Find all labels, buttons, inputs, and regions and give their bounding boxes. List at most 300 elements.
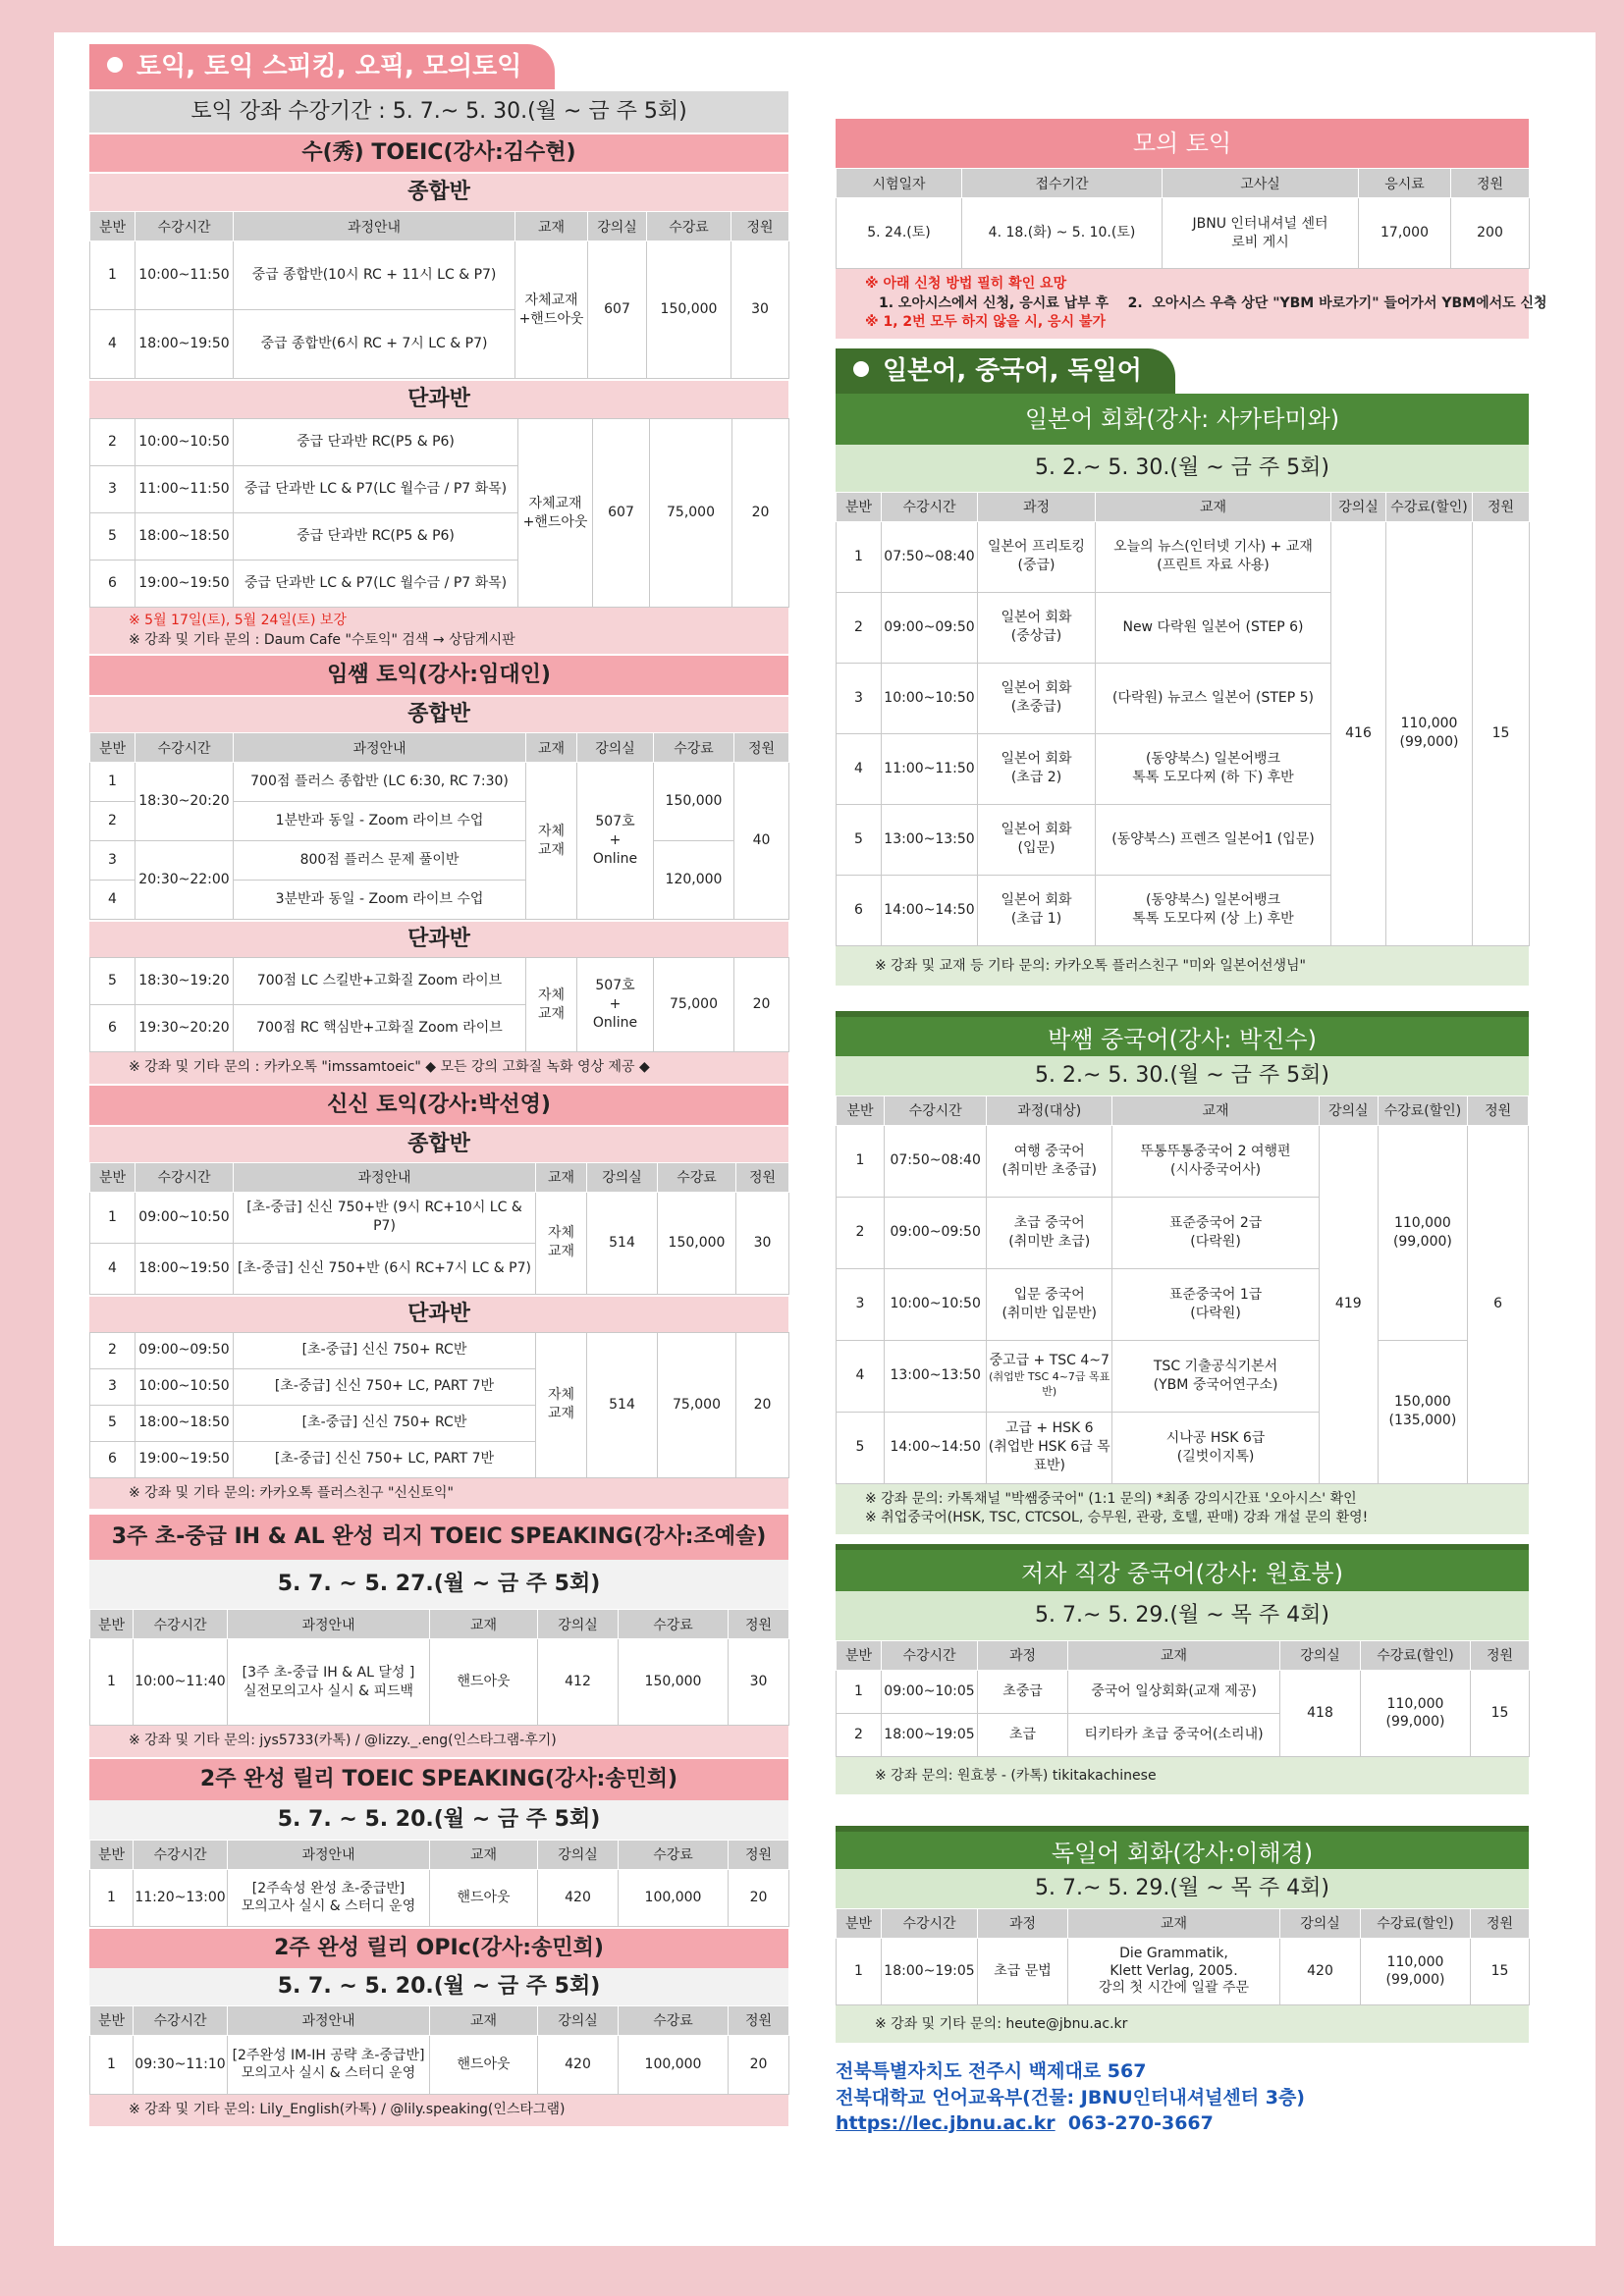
cell-room: 420 <box>1280 1938 1361 2004</box>
cell-time: 10:00~10:50 <box>882 663 978 733</box>
cell-time: 19:00~19:50 <box>135 1441 234 1477</box>
cell-fee: 17,000 <box>1359 198 1451 269</box>
cell-no: 4 <box>90 881 135 920</box>
col-header: 과정 <box>978 1640 1068 1670</box>
table-row <box>90 419 789 466</box>
cell-cap: 20 <box>732 419 789 608</box>
cell-no: 3 <box>90 466 135 513</box>
section-header-toeic <box>89 44 555 89</box>
cn2-title: 저자 직강 중국어(강사: 원효붕) <box>836 1544 1529 1591</box>
table-row <box>837 1670 1530 1713</box>
ss-comp-table <box>89 1162 789 1295</box>
cell-cap: 20 <box>729 2035 789 2094</box>
cell-book: (동양북스) 프렌즈 일본어1 (입문) <box>1096 804 1331 875</box>
cell-no: 3 <box>90 1368 135 1405</box>
cell-book: 시나공 HSK 6급 (길벗이지톡) <box>1112 1412 1320 1483</box>
cell-fee: 110,000 (99,000) <box>1386 521 1473 945</box>
cell-no: 3 <box>90 841 135 881</box>
cell-time: 09:00~09:50 <box>884 1197 986 1268</box>
cell-no: 1 <box>837 1125 885 1197</box>
col-header: 분반 <box>837 1095 885 1125</box>
cell-no: 2 <box>90 1332 135 1368</box>
col-header: 수강시간 <box>884 1095 986 1125</box>
cell-course: 일본어 회화 (중상급) <box>978 592 1096 663</box>
cell-book: 오늘의 뉴스(인터넷 기사) + 교재 (프린트 자료 사용) <box>1096 521 1331 592</box>
cell-course: 고급 + HSK 6 (취업반 HSK 6급 목표반) <box>987 1412 1112 1483</box>
cell-room: 607 <box>593 419 650 608</box>
cell-room: 416 <box>1331 521 1386 945</box>
cell-course: 초중급 <box>978 1670 1068 1713</box>
col-header: 교재 <box>430 2005 538 2035</box>
op-title: 2주 완성 릴리 OPIc(강사:송민희) <box>89 1929 788 1968</box>
cell-book: 자체 교재 <box>526 958 577 1052</box>
cell-time: 10:00~11:50 <box>135 241 234 310</box>
col-header: 강의실 <box>588 212 647 241</box>
su-comp-table <box>89 211 789 379</box>
cell-no: 1 <box>837 1670 882 1713</box>
col-header: 응시료 <box>1359 169 1451 198</box>
su-note <box>89 608 788 654</box>
jp-title: 일본어 회화(강사: 사카타미와) <box>836 394 1529 445</box>
su-toeic-title: 수(秀) TOEIC(강사:김수현) <box>89 134 788 172</box>
col-header: 수강시간 <box>135 212 234 241</box>
cell-no: 2 <box>837 1197 885 1268</box>
im-comp-title: 종합반 <box>89 697 788 732</box>
de-note: ※ 강좌 및 기타 문의: heute@jbnu.ac.kr <box>836 2005 1529 2043</box>
cn-title: 박쌤 중국어(강사: 박진수) <box>836 1011 1529 1056</box>
table-row <box>837 198 1530 269</box>
table-row <box>90 241 789 310</box>
table-row <box>837 1938 1530 2004</box>
cell-cap: 15 <box>1471 1670 1530 1756</box>
cn-note-2: ※ 취업중국어(HSK, TSC, CTCSOL, 승무원, 관광, 호텔, 판매) 강좌 개설 문의 환영! <box>865 1510 1369 1526</box>
cell-time: 19:00~19:50 <box>135 561 234 608</box>
cell-cap: 30 <box>736 1192 789 1294</box>
cell-cap: 30 <box>731 241 789 379</box>
col-header: 수강시간 <box>882 1640 978 1670</box>
cell-time: 20:30~22:00 <box>135 841 234 920</box>
col-header: 정원 <box>734 733 789 763</box>
de-title: 독일어 회화(강사:이해경) <box>836 1826 1529 1869</box>
col-header: 수강료(할인) <box>1386 492 1473 521</box>
jp-table <box>836 492 1530 946</box>
cell-room: 514 <box>587 1192 658 1294</box>
table-row <box>90 2035 789 2094</box>
cell-no: 3 <box>837 1268 885 1340</box>
mock-note-3: ※ 1, 2번 모두 하지 않을 시, 응시 불가 <box>865 314 1107 331</box>
sp1-note: ※ 강좌 및 기타 문의: jys5733(카톡) / @lizzy._.eng(인스타그램-후기) <box>89 1726 788 1757</box>
cell-time: 14:00~14:50 <box>882 875 978 945</box>
cell-book: TSC 기출공식기본서 (YBM 중국어연구소) <box>1112 1340 1320 1412</box>
table-row <box>90 1869 789 1926</box>
cell-course: 일본어 회화 (입문) <box>978 804 1096 875</box>
cn-note-1: ※ 강좌 문의: 카톡채널 "박쌤중국어" (1:1 문의) *최종 강의시간표 '오아시스' 확인 <box>865 1490 1357 1507</box>
cell-fee: 75,000 <box>654 958 734 1052</box>
cell-fee: 150,000 <box>654 763 734 841</box>
cell-course: 3분반과 동일 - Zoom 라이브 수업 <box>234 881 526 920</box>
cell-course: [초-중급] 신신 750+ RC반 <box>234 1332 536 1368</box>
bullet-dot-icon <box>853 361 869 377</box>
cell-cap: 40 <box>734 763 789 920</box>
jp-period: 5. 2.~ 5. 30.(월 ~ 금 주 5회) <box>836 445 1529 492</box>
cell-time: 11:20~13:00 <box>134 1869 228 1926</box>
mock-title: 모의 토익 <box>836 119 1529 168</box>
im-comp-table <box>89 732 789 920</box>
cell-time: 18:00~18:50 <box>135 513 234 561</box>
col-header: 강의실 <box>538 1610 619 1639</box>
mock-note-1: ※ 아래 신청 방법 필히 확인 요망 <box>865 276 1067 292</box>
sp1-period: 5. 7. ~ 5. 27.(월 ~ 금 주 5회) <box>89 1560 788 1609</box>
cell-course: 중급 단과반 LC & P7(LC 월수금 / P7 화목) <box>234 561 518 608</box>
cell-course: 입문 중국어 (취미반 입문반) <box>987 1268 1112 1340</box>
cell-no: 4 <box>90 310 135 379</box>
footer-tel: 063-270-3667 <box>1067 2112 1214 2135</box>
im-note: ※ 강좌 및 기타 문의 : 카카오톡 "imssamtoeic" ◆ 모든 강의 고화질 녹화 영상 제공 ◆ <box>89 1052 788 1084</box>
table-header-row <box>90 1610 789 1639</box>
col-header: 수강료 <box>647 212 731 241</box>
ss-comp-title: 종합반 <box>89 1127 788 1162</box>
col-header: 분반 <box>90 1610 134 1639</box>
cell-fee: 120,000 <box>654 841 734 920</box>
cell-book: 핸드아웃 <box>430 1869 538 1926</box>
page-sheet <box>54 32 1596 2246</box>
cell-book: Die Grammatik, Klett Verlag, 2005. 강의 첫 시간에 일괄 주문 <box>1068 1938 1280 2004</box>
cell-room: 419 <box>1319 1125 1378 1483</box>
cell-no: 1 <box>90 1639 134 1726</box>
col-header: 정원 <box>729 1610 789 1639</box>
cell-course: 1분반과 동일 - Zoom 라이브 수업 <box>234 802 526 841</box>
cell-book: 뚜통뚜통중국어 2 여행편 (시사중국어사) <box>1112 1125 1320 1197</box>
cell-room: 420 <box>538 2035 619 2094</box>
col-header: 접수기간 <box>962 169 1163 198</box>
col-header: 정원 <box>729 1840 789 1869</box>
cell-fee: 110,000 (99,000) <box>1378 1125 1468 1340</box>
col-header: 수강료 <box>654 733 734 763</box>
cn2-table <box>836 1640 1530 1757</box>
col-header: 과정안내 <box>234 212 515 241</box>
su-comp-title: 종합반 <box>89 174 788 211</box>
col-header: 강의실 <box>577 733 654 763</box>
cell-book: 자체 교재 <box>536 1192 587 1294</box>
cell-time: 10:00~10:50 <box>884 1268 986 1340</box>
cell-cap: 6 <box>1468 1125 1529 1483</box>
cn-table <box>836 1095 1529 1484</box>
col-header: 분반 <box>90 733 135 763</box>
table-header-row <box>837 492 1530 521</box>
cell-fee: 110,000 (99,000) <box>1361 1938 1471 2004</box>
table-header-row <box>837 1908 1530 1938</box>
op-period: 5. 7. ~ 5. 20.(월 ~ 금 주 5회) <box>89 1968 788 2005</box>
cell-time: 18:30~19:20 <box>135 958 234 1005</box>
table-header-row <box>90 1840 789 1869</box>
cell-time: 10:00~10:50 <box>135 1368 234 1405</box>
col-header: 수강료(할인) <box>1361 1908 1471 1938</box>
ss-single-table <box>89 1332 789 1478</box>
sp2-title: 2주 완성 릴리 TOEIC SPEAKING(강사:송민희) <box>89 1759 788 1800</box>
cell-no: 4 <box>837 1340 885 1412</box>
cell-no: 5 <box>90 513 135 561</box>
col-header: 과정안내 <box>228 1610 430 1639</box>
cell-time: 09:00~10:50 <box>135 1192 234 1243</box>
cell-time: 18:30~20:20 <box>135 763 234 841</box>
op-table <box>89 2005 789 2095</box>
cell-cap: 30 <box>729 1639 789 1726</box>
ss-toeic-title: 신신 토익(강사:박선영) <box>89 1086 788 1125</box>
cell-course: 700점 LC 스킬반+고화질 Zoom 라이브 <box>234 958 526 1005</box>
col-header: 수강시간 <box>882 492 978 521</box>
im-single-table <box>89 957 789 1052</box>
table-row <box>90 841 789 881</box>
cell-room: 514 <box>587 1332 658 1477</box>
cell-time: 07:50~08:40 <box>882 521 978 592</box>
col-header: 과정안내 <box>228 2005 430 2035</box>
col-header: 정원 <box>736 1162 789 1192</box>
cell-fee: 75,000 <box>658 1332 736 1477</box>
cell-no: 5 <box>837 804 882 875</box>
col-header: 분반 <box>90 1162 135 1192</box>
section-header-label: 토익, 토익 스피킹, 오픽, 모의토익 <box>136 52 522 81</box>
bullet-dot-icon <box>107 57 123 73</box>
cell-course: [초-중급] 신신 750+반 (6시 RC+7시 LC & P7) <box>234 1243 536 1294</box>
cell-course: 초급 <box>978 1713 1068 1756</box>
col-header: 교재 <box>1096 492 1331 521</box>
col-header: 강의실 <box>538 2005 619 2035</box>
cell-time: 13:00~13:50 <box>882 804 978 875</box>
cell-room: 420 <box>538 1869 619 1926</box>
cell-room: 607 <box>588 241 647 379</box>
col-header: 분반 <box>90 212 135 241</box>
cell-cap: 20 <box>729 1869 789 1926</box>
cell-time: 18:00~19:05 <box>882 1713 978 1756</box>
cell-course: 중급 단과반 RC(P5 & P6) <box>234 419 518 466</box>
cell-time: 09:00~09:50 <box>135 1332 234 1368</box>
cell-course: [2주완성 IM-IH 공략 초-중급반] 모의고사 실시 & 스터디 운영 <box>228 2035 430 2094</box>
table-row <box>837 1340 1529 1412</box>
cell-course: [초-중급] 신신 750+ LC, PART 7반 <box>234 1441 536 1477</box>
cell-course: [초-중급] 신신 750+ LC, PART 7반 <box>234 1368 536 1405</box>
cell-fee: 150,000 <box>647 241 731 379</box>
col-header: 수강료 <box>658 1162 736 1192</box>
col-header: 정원 <box>1471 1908 1530 1938</box>
col-header: 정원 <box>1451 169 1530 198</box>
cell-course: 800점 플러스 문제 풀이반 <box>234 841 526 881</box>
col-header: 수강시간 <box>135 1162 234 1192</box>
col-header: 강의실 <box>1319 1095 1378 1125</box>
cn-period: 5. 2.~ 5. 30.(월 ~ 금 주 5회) <box>836 1056 1529 1095</box>
cn2-period: 5. 7.~ 5. 29.(월 ~ 목 주 4회) <box>836 1591 1529 1640</box>
table-header-row <box>90 212 789 241</box>
cell-fee: 150,000 (135,000) <box>1378 1340 1468 1483</box>
cell-course: 700점 RC 핵심반+고화질 Zoom 라이브 <box>234 1005 526 1052</box>
section-header-label: 일본어, 중국어, 독일어 <box>883 355 1142 386</box>
cell-time: 07:50~08:40 <box>884 1125 986 1197</box>
col-header: 과정(대상) <box>987 1095 1112 1125</box>
col-header: 교재 <box>1068 1908 1280 1938</box>
toeic-period: 토익 강좌 수강기간 : 5. 7.~ 5. 30.(월 ~ 금 주 5회) <box>89 91 788 133</box>
jp-note: ※ 강좌 및 교재 등 기타 문의: 카카오톡 플러스친구 "미와 일본어선생님" <box>836 946 1529 986</box>
col-header: 수강료(할인) <box>1378 1095 1468 1125</box>
cell-no: 5 <box>837 1412 885 1483</box>
col-header: 강의실 <box>1331 492 1386 521</box>
cell-fee: 150,000 <box>658 1192 736 1294</box>
col-header: 교재 <box>1112 1095 1320 1125</box>
cell-course: 중급 단과반 RC(P5 & P6) <box>234 513 518 561</box>
cell-room: 412 <box>538 1639 619 1726</box>
cell-time: 13:00~13:50 <box>884 1340 986 1412</box>
cell-course: 일본어 회화 (초급 2) <box>978 733 1096 804</box>
cn2-note: ※ 강좌 문의: 원효붕 - (카톡) tikitakachinese <box>836 1757 1529 1794</box>
cell-no: 2 <box>837 1713 882 1756</box>
cell-book: 자체교재 +핸드아웃 <box>515 241 588 379</box>
cell-no: 1 <box>837 1938 882 2004</box>
cell-book: 핸드아웃 <box>430 2035 538 2094</box>
cell-no: 6 <box>90 1441 135 1477</box>
col-header: 과정안내 <box>228 1840 430 1869</box>
col-header: 분반 <box>837 1908 882 1938</box>
sp2-period: 5. 7. ~ 5. 20.(월 ~ 금 주 5회) <box>89 1800 788 1840</box>
cell-no: 6 <box>837 875 882 945</box>
cell-time: 19:30~20:20 <box>135 1005 234 1052</box>
cell-time: 10:00~10:50 <box>135 419 234 466</box>
footer-url-link[interactable]: https://lec.jbnu.ac.kr <box>836 2112 1056 2135</box>
cell-cap: 15 <box>1471 1938 1530 2004</box>
su-note-makeup: ※ 5월 17일(토), 5월 24일(토) 보강 <box>129 613 347 628</box>
su-single-title: 단과반 <box>89 381 788 418</box>
col-header: 수강시간 <box>134 2005 228 2035</box>
cell-time: 11:00~11:50 <box>882 733 978 804</box>
cell-course-main: 중고급 + TSC 4~7 <box>989 1353 1110 1369</box>
table-row <box>837 521 1530 592</box>
col-header: 수강료 <box>619 1610 729 1639</box>
cell-fee: 75,000 <box>650 419 732 608</box>
cell-reg: 4. 18.(화) ~ 5. 10.(토) <box>962 198 1163 269</box>
cell-book: 중국어 일상회화(교재 제공) <box>1068 1670 1280 1713</box>
cell-course: 중급 종합반(6시 RC + 7시 LC & P7) <box>234 310 515 379</box>
table-header-row <box>90 1162 789 1192</box>
cell-fee: 150,000 <box>619 1639 729 1726</box>
cell-course: [초-중급] 신신 750+반 (9시 RC+10시 LC & P7) <box>234 1192 536 1243</box>
col-header: 분반 <box>837 492 882 521</box>
cell-no: 2 <box>90 419 135 466</box>
cell-time: 11:00~11:50 <box>135 466 234 513</box>
cell-time: 18:00~19:05 <box>882 1938 978 2004</box>
footer-address: 전북특별자치도 전주시 백제대로 567 <box>836 2059 1147 2082</box>
su-single-table <box>89 418 789 608</box>
right-column <box>836 119 1547 2137</box>
cell-course: 중급 단과반 LC & P7(LC 월수금 / P7 화목) <box>234 466 518 513</box>
col-header: 과정안내 <box>234 1162 536 1192</box>
cell-no: 1 <box>90 2035 134 2094</box>
col-header: 분반 <box>90 2005 134 2035</box>
cell-course-sub: (취업반 TSC 4~7급 목표반) <box>989 1370 1110 1399</box>
table-header-row <box>90 2005 789 2035</box>
cell-no: 1 <box>90 1869 134 1926</box>
left-column <box>89 44 788 2126</box>
section-header-languages <box>836 348 1175 394</box>
table-header-row <box>837 1640 1530 1670</box>
col-header: 과정안내 <box>234 733 526 763</box>
mock-table <box>836 168 1530 269</box>
table-row <box>90 763 789 802</box>
cell-book: 표준중국어 2급 (다락원) <box>1112 1197 1320 1268</box>
cell-no: 4 <box>837 733 882 804</box>
cell-course: 초급 문법 <box>978 1938 1068 2004</box>
col-header: 교재 <box>515 212 588 241</box>
col-header: 수강료 <box>619 2005 729 2035</box>
cell-book: 핸드아웃 <box>430 1639 538 1726</box>
col-header: 정원 <box>1473 492 1530 521</box>
col-header: 강의실 <box>587 1162 658 1192</box>
cell-course: 초급 중국어 (취미반 초급) <box>987 1197 1112 1268</box>
cell-fee: 100,000 <box>619 2035 729 2094</box>
col-header: 수강시간 <box>134 1610 228 1639</box>
cell-time: 09:30~11:10 <box>134 2035 228 2094</box>
cell-book: 자체교재 +핸드아웃 <box>518 419 593 608</box>
cell-no: 6 <box>90 561 135 608</box>
table-header-row <box>837 169 1530 198</box>
cell-no: 1 <box>90 1192 135 1243</box>
table-row <box>90 1332 789 1368</box>
cell-course: 중급 종합반(10시 RC + 11시 LC & P7) <box>234 241 515 310</box>
col-header: 정원 <box>1468 1095 1529 1125</box>
table-header-row <box>837 1095 1529 1125</box>
cell-time: 09:00~09:50 <box>882 592 978 663</box>
col-header: 강의실 <box>538 1840 619 1869</box>
sp1-title: 3주 초-중급 IH & AL 완성 리지 TOEIC SPEAKING(강사:조예솔) <box>89 1515 788 1560</box>
cell-cap: 20 <box>736 1332 789 1477</box>
sp1-table <box>89 1609 789 1726</box>
cell-book: (동양북스) 일본어뱅크 톡톡 도모다찌 (상 上) 후반 <box>1096 875 1331 945</box>
col-header: 시험일자 <box>837 169 962 198</box>
cell-time: 18:00~18:50 <box>135 1405 234 1441</box>
cell-course <box>987 1340 1112 1412</box>
col-header: 교재 <box>430 1840 538 1869</box>
table-row <box>90 1639 789 1726</box>
cell-no: 2 <box>837 592 882 663</box>
cell-room: JBNU 인터내셔널 센터 로비 게시 <box>1163 198 1359 269</box>
cell-time: 18:00~19:50 <box>135 1243 234 1294</box>
col-header: 고사실 <box>1163 169 1359 198</box>
cell-book: 표준중국어 1급 (다락원) <box>1112 1268 1320 1340</box>
col-header: 수강시간 <box>882 1908 978 1938</box>
col-header: 강의실 <box>1280 1908 1361 1938</box>
op-note: ※ 강좌 및 기타 문의: Lily_English(카톡) / @lily.speaking(인스타그램) <box>89 2095 788 2126</box>
cell-fee: 100,000 <box>619 1869 729 1926</box>
cell-course: 일본어 회화 (초급 1) <box>978 875 1096 945</box>
col-header: 교재 <box>430 1610 538 1639</box>
cell-cap: 15 <box>1473 521 1530 945</box>
col-header: 분반 <box>90 1840 134 1869</box>
cell-no: 3 <box>837 663 882 733</box>
cell-book: (동양북스) 일본어뱅크 톡톡 도모다찌 (하 下) 후반 <box>1096 733 1331 804</box>
cell-room: 507호 + Online <box>577 958 654 1052</box>
col-header: 교재 <box>526 733 577 763</box>
cell-cap: 200 <box>1451 198 1530 269</box>
su-note-contact: ※ 강좌 및 기타 문의 : Daum Cafe "수토익" 검색 → 상담게시판 <box>129 631 515 648</box>
cell-course: [3주 초-중급 IH & AL 달성 ] 실전모의고사 실시 & 피드백 <box>228 1639 430 1726</box>
mock-note-2: 1. 오아시스에서 신청, 응시료 납부 후 2. 오아시스 우측 상단 "YBM 바로가기" 들어가서 YBM에서도 신청 <box>879 294 1547 311</box>
col-header: 과정 <box>978 492 1096 521</box>
cell-time: 18:00~19:50 <box>135 310 234 379</box>
cell-no: 1 <box>837 521 882 592</box>
im-toeic-title: 임쌤 토익(강사:임대인) <box>89 656 788 695</box>
table-header-row <box>90 733 789 763</box>
cell-book: New 다락원 일본어 (STEP 6) <box>1096 592 1331 663</box>
col-header: 교재 <box>1068 1640 1280 1670</box>
cell-time: 09:00~10:05 <box>882 1670 978 1713</box>
col-header: 정원 <box>731 212 789 241</box>
cell-cap: 20 <box>734 958 789 1052</box>
